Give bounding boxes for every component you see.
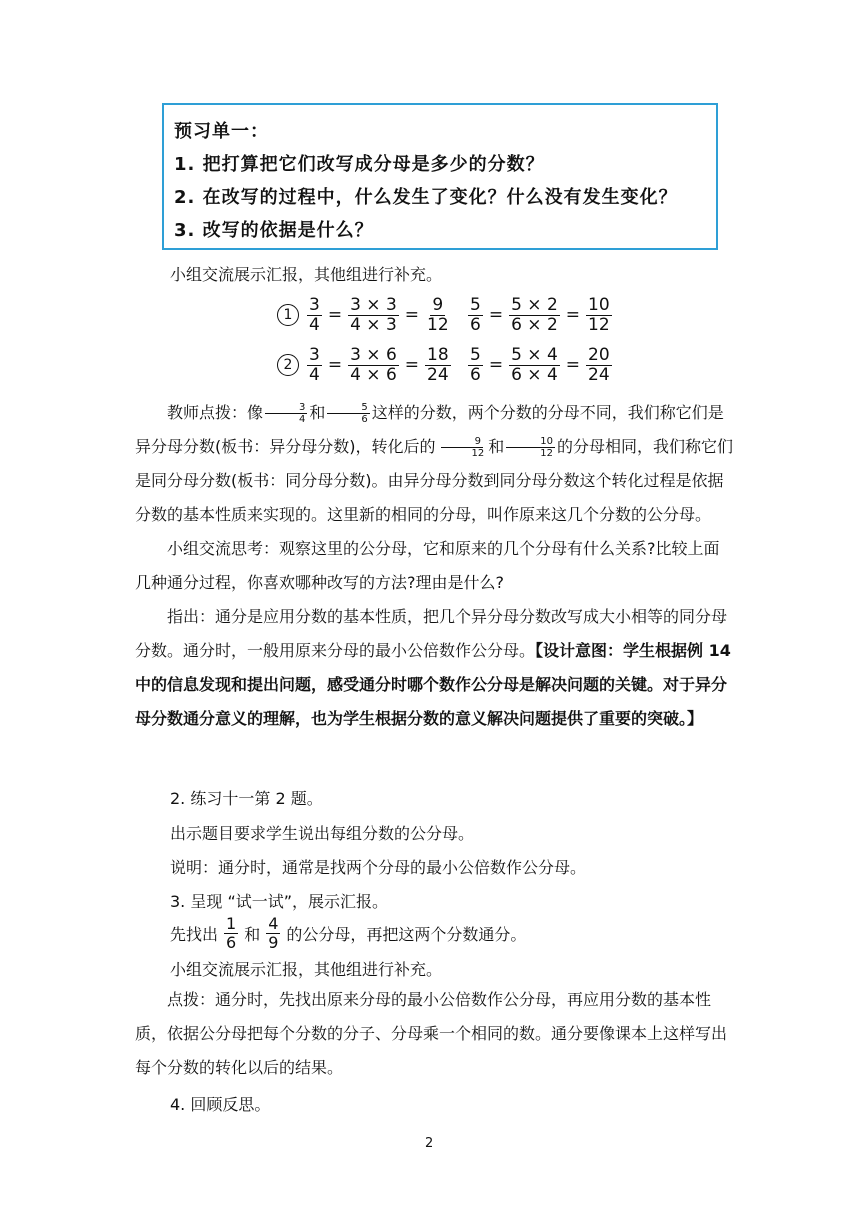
equation-4 <box>466 346 614 384</box>
report-paragraph: 小组交流展示汇报，其他组进行补充。 <box>170 265 443 284</box>
equals-sign: = <box>488 355 504 376</box>
equals-sign: = <box>404 305 420 326</box>
equation-1 <box>277 296 453 334</box>
report-paragraph-2: 小组交流展示汇报，其他组进行补充。 <box>170 960 443 979</box>
fraction: $\frac{5}{6}$ <box>470 295 481 335</box>
circled-number-2: 2 <box>277 354 299 376</box>
equals-sign: = <box>327 305 343 326</box>
equation-3 <box>277 346 453 384</box>
equals-sign: = <box>488 305 504 326</box>
tip-block <box>135 983 735 1085</box>
design-intent-note: 【设计意图：学生根据例 14 中的信息发现和提出问题，感受通分时哪个数作公分母是解决问题的关键。对于异分母分数通分意义的理解，也为学生根据分数的意义解决问题提供了重要的突破。】 <box>135 641 731 728</box>
review-heading: 4. 回顾反思。 <box>170 1095 271 1114</box>
explain-paragraph: 说明：通分时，通常是找两个分母的最小公倍数作公分母。 <box>170 858 587 877</box>
fraction: $\frac{9}{12}$ <box>427 295 449 335</box>
fraction: $\frac{3 \times 6}{4 \times 6}$ <box>350 345 397 385</box>
equals-sign: = <box>565 305 581 326</box>
fraction: $\frac{3}{4}$ <box>265 402 307 425</box>
body-text <box>135 396 735 736</box>
group-think-paragraph: 小组交流思考：观察这里的公分母，它和原来的几个分母有什么关系?比较上面几种通分过程，你喜欢哪种改写的方法?理由是什么? <box>135 539 720 592</box>
preview-question-3: 3. 改写的依据是什么？ <box>174 220 374 241</box>
preview-question-2: 2. 在改写的过程中，什么发生了变化？什么没有发生变化？ <box>174 187 678 208</box>
show-task-paragraph: 出示题目要求学生说出每组分数的公分母。 <box>170 824 475 843</box>
preview-title: 预习单一： <box>174 121 269 142</box>
circled-number-1: 1 <box>277 304 299 326</box>
fraction: $\frac{4}{9}$ <box>268 914 279 952</box>
equals-sign: = <box>404 355 420 376</box>
fraction: $\frac{10}{12}$ <box>588 295 610 335</box>
preview-question-1: 1. 把打算把它们改写成分母是多少的分数？ <box>174 154 545 175</box>
fraction: $\frac{3}{4}$ <box>309 295 320 335</box>
fraction: $\frac{10}{12}$ <box>506 436 555 459</box>
fraction: $\frac{20}{24}$ <box>588 345 610 385</box>
equals-sign: = <box>565 355 581 376</box>
exercise-heading: 2. 练习十一第 2 题。 <box>170 789 323 808</box>
find-common-denominator-line: 先找出 $\frac{1}{6}$ 和 $\frac{4}{9}$ 的公分母，再把这两个分数通分。 <box>170 914 527 952</box>
equation-2 <box>466 296 614 334</box>
point-out-paragraph: 指出：通分是应用分数的基本性质，把几个异分母分数改写成大小相等的同分母分数。通分时，一般用原来分母的最小公倍数作公分母。【设计意图：学生根据例 14 中的信息发现和提出问题，感受通分时哪个数作公分母是解决问题的关键。对于异分母分数通分意义的理解，也为学生根据分数的意义解决问题提供了重要的突破。】 <box>135 607 731 728</box>
fraction: $\frac{5}{6}$ <box>327 402 369 425</box>
page-number: 2 <box>425 1136 434 1151</box>
fraction: $\frac{18}{24}$ <box>427 345 449 385</box>
tip-paragraph: 点拨：通分时，先找出原来分母的最小公倍数作公分母，再应用分数的基本性质，依据公分母把每个分数的分子、分母乘一个相同的数。通分要像课本上这样写出每个分数的转化以后的结果。 <box>135 990 728 1077</box>
fraction: $\frac{3}{4}$ <box>309 345 320 385</box>
fraction: $\frac{5}{6}$ <box>470 345 481 385</box>
fraction: $\frac{1}{6}$ <box>226 914 237 952</box>
fraction: $\frac{3 \times 3}{4 \times 3}$ <box>350 295 397 335</box>
fraction: $\frac{5 \times 4}{6 \times 4}$ <box>511 345 558 385</box>
teacher-guidance-paragraph: 教师点拨：像 $\frac{3}{4}$ 和 $\frac{5}{6}$ 这样的分数，两个分数的分母不同，我们称它们是异分母分数(板书：异分母分数)，转化后的 $\frac{9}{12}$ 和 $\frac{10}{12}$ 的分母相同，我们称它们是同分母分数(板书：同分母分数)。由异分母分数到同分母分数这个转化过程是依据分数的基本性质来实现的。这里新的相同的分母，叫作原来这几个分数的公分母。 <box>135 402 733 524</box>
equals-sign: = <box>327 355 343 376</box>
fraction: $\frac{9}{12}$ <box>438 436 487 459</box>
try-heading: 3. 呈现 “试一试”，展示汇报。 <box>170 892 389 911</box>
fraction: $\frac{5 \times 2}{6 \times 2}$ <box>511 295 558 335</box>
preview-box <box>162 103 718 250</box>
